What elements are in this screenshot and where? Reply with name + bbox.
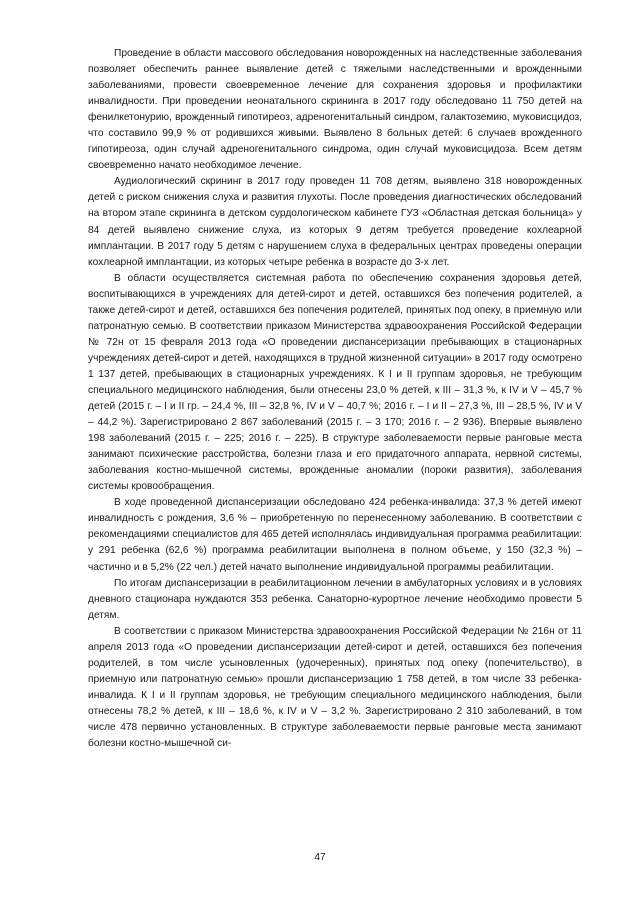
paragraph-rehabilitation: По итогам диспансеризации в реабилитационном лечении в амбулаторных условиях и в условиях дневного стационара нуждаются 353 ребенка. Санаторно-курортное лечение необходимо провести 5 детям. (88, 577, 582, 621)
paragraph-disabled-children: В ходе проведенной диспансеризации обследовано 424 ребенка-инвалида: 37,3 % детей имеют инвалидность с рождения, 3,6 % – приобретенную по перенесенному заболеванию. В соответствии с рекомендациями специалистов для 465 детей исполнялась индивидуальная программа реабилитации: у 291 ребенка (62,6 %) программа реабилитации выполнена в полном объеме, у 150 (32,3 %) – частично и в 5,2% (22 чел.) детей начато выполнение индивидуальной программы реабилитации. (88, 497, 582, 573)
page-number: 47 (314, 852, 326, 863)
paragraph-order-216n: В соответствии с приказом Министерства здравоохранения Российской Федерации № 216н от 11 апреля 2013 года «О проведении диспансеризации детей-сирот и детей, оставшихся без попечения родителей, в том числе усыновленных (удочеренных), принятых под опеку (попечительство), в приемную или патронатную семью» прошли диспансеризацию 1 758 детей, в том числе 33 ребенка-инвалида. К I и II группам здоровья, не требующим специального медицинского наблюдения, были отнесены 78,2 % детей, к III – 18,6 %, к IV и V – 3,2 %. Зарегистрировано 2 310 заболеваний, в том числе 478 первично установленных. В структуре заболеваемости первые ранговые места занимают болезни костно-мышечной си- (88, 625, 582, 750)
paragraph-neonatal-screening: Проведение в области массового обследования новорожденных на наследственные заболевания позволяет обеспечить раннее выявление детей с тяжелыми наследственными и врожденными заболеваниями, провести своевременное лечение для сохранения здоровья и профилактики инвалидности. При проведении неонатального скрининга в 2017 году обследовано 11 750 детей на фенилкетонурию, врожденный гипотиреоз, адреногенитальный синдром, галактоземию, муковисцидоз, что составило 99,9 % от родившихся живыми. Выявлено 8 больных детей: 6 случаев врожденного гипотиреоза, один случай адреногенитального синдрома, один случай муковисцидоза. Всем детям своевременно начато необходимое лечение. (88, 48, 582, 172)
paragraph-orphans-health: В области осуществляется системная работа по обеспечению сохранения здоровья детей, воспитывающихся в учреждениях для детей-сирот и детей, оставшихся без попечения родителей, а также детей-сирот и детей, оставшихся без попечения родителей, принятых под опеку, в приемную или патронатную семью. В соответствии приказом Министерства здравоохранения Российской Федерации № 72н от 15 февраля 2013 года «О проведении диспансеризации пребывающих в стационарных учреждениях детей-сирот и детей, находящихся в трудной жизненной ситуации» в 2017 году осмотрено 1 137 детей, пребывающих в стационарных учреждениях. К I и II группам здоровья, не требующим специального медицинского наблюдения, были отнесены 23,0 % детей, к III – 31,3 %, к IV и V – 45,7 % детей (2015 г. – I и II гр. – 24,4 %, III – 32,8 %, IV и V – 40,7 %; 2016 г. – I и II – 27,3 %, III – 28,5 %, IV и V – 44,2 %). Зарегистрировано 2 867 заболеваний (2015 г. – 3 170; 2016 г. – 2 936). Впервые выявлено 198 заболеваний (2015 г. – 225; 2016 г. – 225). В структуре заболеваемости первые ранговые места занимают психические расстройства, болезни глаза и его придаточного аппарата, нервной системы, заболевания костно-мышечной системы, врожденные аномалии (пороки развития), заболевания системы кровообращения. (88, 272, 582, 493)
document-body (88, 46, 582, 752)
paragraph-audiological-screening: Аудиологический скрининг в 2017 году проведен 11 708 детям, выявлено 318 новорожденных детей с риском снижения слуха и развития глухоты. После проведения диагностических обследований на втором этапе скрининга в детском сурдологическом кабинете ГУЗ «Областная детская больница» у 84 детей выявлено снижение слуха, из которых 9 детям требуется проведение кохлеарной имплантации. В 2017 году 5 детям с нарушением слуха в федеральных центрах проведены операции кохлеарной имплантации, из которых четыре ребенка в возрасте до 3-х лет. (88, 176, 582, 268)
